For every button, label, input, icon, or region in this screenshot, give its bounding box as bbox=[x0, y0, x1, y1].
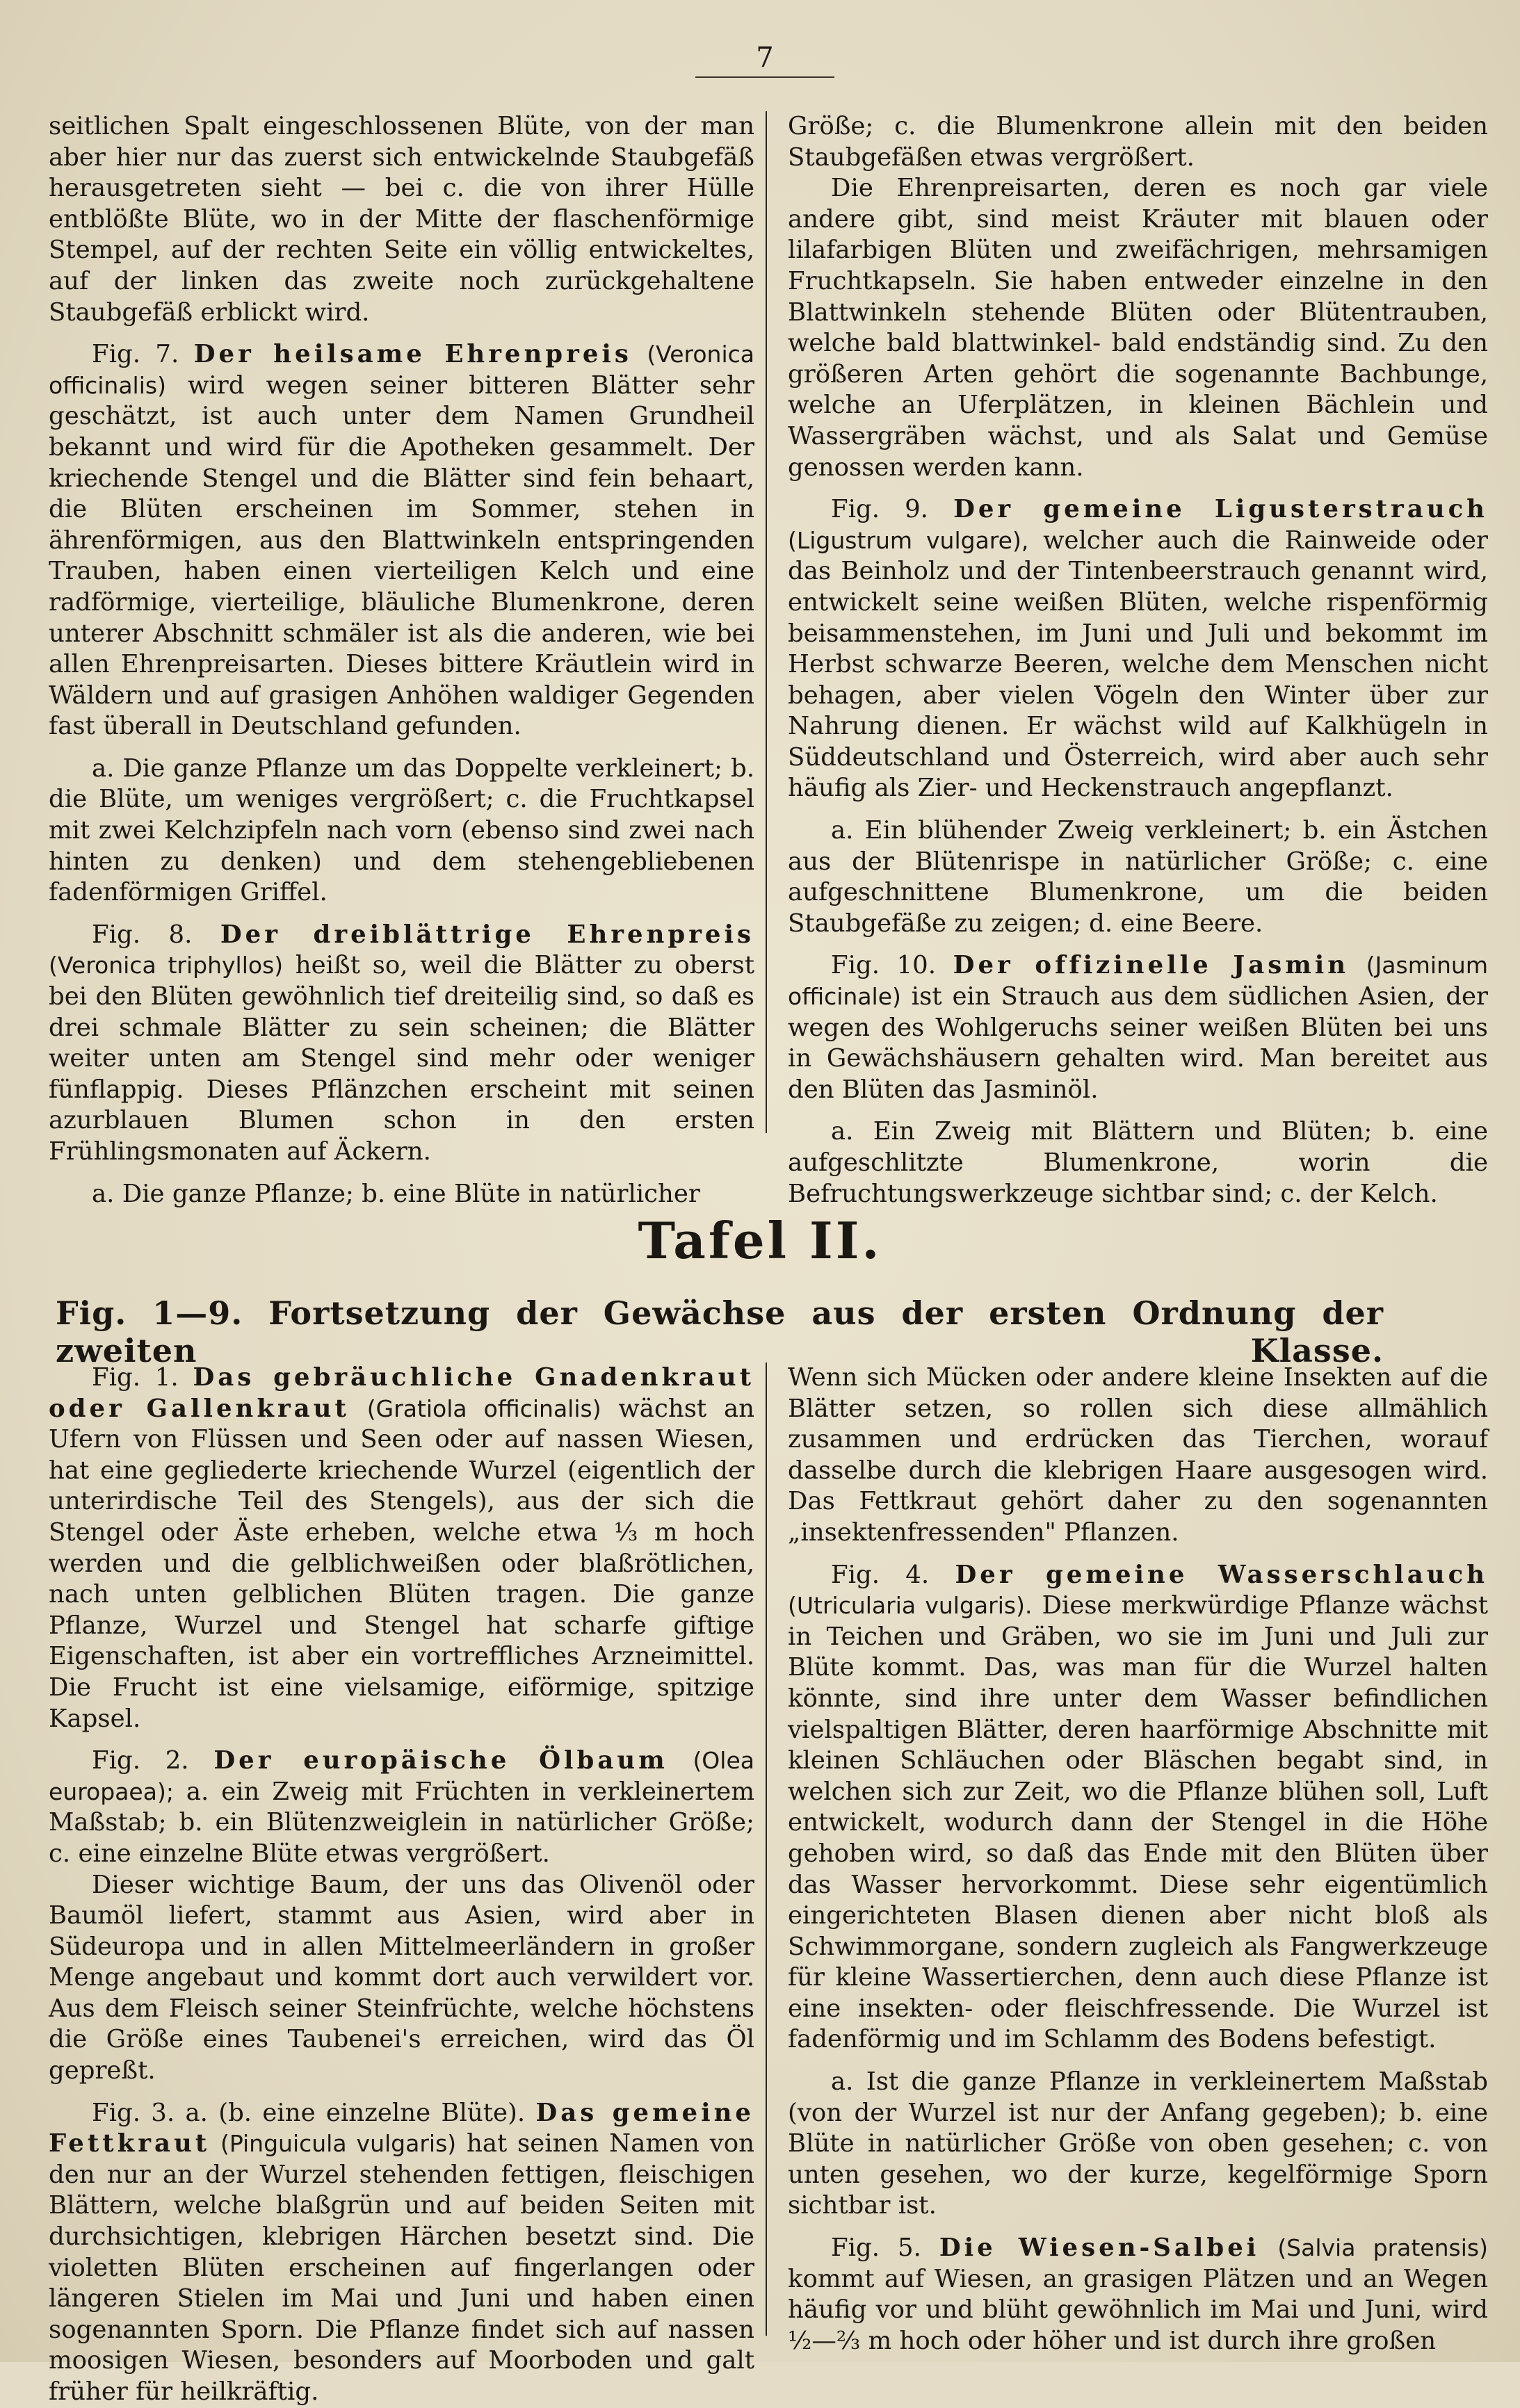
paragraph: Dieser wichtige Baum, der uns das Olivenöl oder Baumöl liefert, stammt aus Asien, wird aber in Südeuropa und in allen Mittelmeerländern in großer Menge angebaut und kommt dort auch verwildert vor. Aus dem Fleisch seiner Steinfrüchte, welche höchstens die Größe eines Taubenei's erreichen, wird das Öl gepreßt. bbox=[49, 1870, 754, 2085]
paragraph: Größe; c. die Blumenkrone allein mit den beiden Staubgefäßen etwas vergrößert. bbox=[788, 112, 1488, 172]
paragraph: Wenn sich Mücken oder andere kleine Insekten auf die Blätter setzen, so rollen sich diese allmählich zusammen und erdrücken das Tierchen, worauf dasselbe durch die klebrigen Haare ausgesogen wird. Das Fettkraut gehört daher zu den sogenannten „insektenfressenden" Pflanzen. bbox=[788, 1363, 1488, 1547]
plate-subtitle: Fig. 1—9. Fortsetzung der Gewächse aus der ersten Ordnung der zweiten Klasse. bbox=[56, 1294, 1384, 1369]
column-divider bbox=[766, 111, 767, 1133]
figure-paragraph: Fig. 10. Der offizinelle Jasmin (Jasminum officinale) ist ein Strauch aus dem südlichen Asien, der wegen des Wohlgeruchs seiner weißen Blüten bei uns in Gewächshäusern gehalten wird. Man bereitet aus den Blüten das Jasminöl. bbox=[788, 951, 1488, 1104]
figure-paragraph: Fig. 1. Das gebräuchliche Gnadenkraut oder Gallenkraut (Gratiola officinalis) wächst an Ufern von Flüssen und Seen oder auf nassen Wiesen, hat eine gegliederte kriechende Wurzel (eigentlich der unterirdische Teil des Stengels), aus der sich die Stengel oder Äste erheben, welche etwa ⅓ m hoch werden und die gelblichweißen oder blaßrötlichen, nach unten gelblichen Blüten tragen. Die ganze Pflanze, Wurzel und Stengel hat scharfe giftige Eigenschaften, ist aber ein vortreffliches Arzneimittel. Die Frucht ist eine vielsamige, eiförmige, spitzige Kapsel. bbox=[49, 1363, 754, 1733]
figure-paragraph: Fig. 7. Der heilsame Ehrenpreis (Veronica officinalis) wird wegen seiner bitteren Blätter sehr geschätzt, ist auch unter dem Namen Grundheil bekannt und wird für die Apotheken gesammelt. Der kriechende Stengel und die Blätter sind fein behaart, die Blüten erscheinen im Sommer, stehen in ährenförmigen, aus den Blattwinkeln entspringenden Trauben, haben einen vierteiligen Kelch und eine radförmige, vierteilige, bläuliche Blumenkrone, deren unterer Abschnitt schmäler ist als die anderen, wie bei allen Ehrenpreisarten. Dieses bittere Kräutlein wird in Wäldern und auf grasigen Anhöhen waldiger Gegenden fast überall in Deutschland gefunden. bbox=[49, 340, 754, 741]
paragraph: seitlichen Spalt eingeschlossenen Blüte, von der man aber hier nur das zuerst sich entwickelnde Staubgefäß herausgetreten sieht — bei c. die von ihrer Hülle entblößte Blüte, wo in der Mitte der flaschenförmige Stempel, auf der rechten Seite ein völlig entwickeltes, auf der linken das zweite noch zurückgehaltene Staubgefäß erblickt wird. bbox=[49, 112, 754, 327]
figure-paragraph: Fig. 4. Der gemeine Wasserschlauch (Utricularia vulgaris). Diese merkwürdige Pflanze wächst in Teichen und Gräben, wo sie im Juni und Juli zur Blüte kommt. Das, was man für die Wurzel halten könnte, sind ihre unter dem Wasser befindlichen vielspaltigen Blätter, deren haarförmige Abschnitte mit kleinen Schläuchen oder Bläschen begabt sind, in welchen sich zur Zeit, wo die Pflanze blühen soll, Luft entwickelt, wodurch dann der Stengel in die Höhe gehoben wird, so daß das Ende mit den Blüten über das Wasser hervorkommt. Diese sehr eigentümlich eingerichteten Blasen dienen aber nicht bloß als Schwimmorgane, sondern zugleich als Fangwerkzeuge für kleine Wassertierchen, denn auch diese Pflanze ist eine insekten- oder fleischfressende. Die Wurzel ist fadenförmig und im Schlamm des Bodens befestigt. bbox=[788, 1560, 1488, 2054]
figure-paragraph: Fig. 5. Die Wiesen-Salbei (Salvia pratensis) kommt auf Wiesen, an grasigen Plätzen und an Wegen häufig vor und blüht gewöhnlich im Mai und Juni, wird ½—⅔ m hoch oder höher und ist durch ihre großen bbox=[788, 2234, 1488, 2355]
header-rule bbox=[695, 76, 834, 78]
top-left-column bbox=[49, 111, 754, 1210]
figure-paragraph: Fig. 3. a. (b. eine einzelne Blüte). Das gemeine Fettkraut (Pinguicula vulgaris) hat seinen Namen von den nur an der Wurzel stehenden fettigen, fleischigen Blättern, welche blaßgrün und auf beiden Seiten mit durchsichtigen, klebrigen Härchen besetzt sind. Die violetten Blüten erscheinen auf fingerlangen oder längeren Stielen im Mai und Juni und haben einen sogenannten Sporn. Die Pflanze findet sich auf nassen moosigen Wiesen, besonders auf Moorboden und galt früher für heilkräftig. bbox=[49, 2098, 755, 2406]
figure-paragraph: Fig. 2. Der europäische Ölbaum (Olea europaea); a. ein Zweig mit Früchten in verkleinertem Maßstab; b. ein Blütenzweiglein in natürlicher Größe; c. eine einzelne Blüte etwas vergrößert. bbox=[49, 1746, 754, 1868]
paragraph: a. Ein Zweig mit Blättern und Blüten; b. eine aufgeschlitzte Blumenkrone, worin die Befruchtungswerkzeuge sichtbar sind; c. der Kelch. bbox=[788, 1117, 1488, 1208]
bottom-left-column bbox=[49, 1362, 754, 2408]
paragraph: a. Ein blühender Zweig verkleinert; b. ein Ästchen aus der Blütenrispe in natürlicher Größe; c. eine aufgeschnittene Blumenkrone, um die beiden Staubgefäße zu zeigen; d. eine Beere. bbox=[788, 816, 1488, 938]
bottom-right-column bbox=[788, 1362, 1488, 2357]
figure-paragraph: Fig. 8. Der dreiblättrige Ehrenpreis (Veronica triphyllos) heißt so, weil die Blätter zu oberst bei den Blüten gewöhnlich tief dreiteilig sind, so daß es drei schmale Blätter zu sein scheinen; die Blätter weiter unten am Stengel sind mehr oder weniger fünflappig. Dieses Pflänzchen erscheint mit seinen azurblauen Blumen schon in den ersten Frühlingsmonaten auf Äckern. bbox=[49, 920, 754, 1166]
column-divider bbox=[766, 1362, 767, 2336]
figure-paragraph: Fig. 9. Der gemeine Ligusterstrauch (Ligustrum vulgare), welcher auch die Rainweide oder das Beinholz und der Tintenbeerstrauch genannt wird, entwickelt seine weißen Blüten, welche rispenförmig beisammenstehen, im Juni und Juli und bekommt im Herbst schwarze Beeren, welche dem Menschen nicht behagen, aber vielen Vögeln den Winter über zur Nahrung dienen. Er wächst wild auf Kalkhügeln in Süddeutschland und Österreich, wird aber auch sehr häufig als Zier- und Heckenstrauch angepflanzt. bbox=[788, 495, 1488, 803]
page-number: 7 bbox=[756, 42, 774, 74]
paragraph: a. Die ganze Pflanze um das Doppelte verkleinert; b. die Blüte, um weniges vergrößert; c. die Fruchtkapsel mit zwei Kelchzipfeln nach vorn (ebenso sind zwei nach hinten zu denken) und dem stehengebliebenen fadenförmigen Griffel. bbox=[49, 754, 754, 907]
paragraph: Die Ehrenpreisarten, deren es noch gar viele andere gibt, sind meist Kräuter mit blauen oder lilafarbigen Blüten und zweifächrigen, mehrsamigen Fruchtkapseln. Sie haben entweder einzelne in den Blattwinkeln stehende Blüten oder Blütentrauben, welche bald blattwinkel- bald endständig sind. Zu den größeren Arten gehört die sogenannte Bachbunge, welche an Uferplätzen, in kleinen Bächlein und Wassergräben wächst, und als Salat und Gemüse genossen werden kann. bbox=[788, 174, 1488, 482]
paragraph: a. Die ganze Pflanze; b. eine Blüte in natürlicher bbox=[92, 1179, 700, 1208]
paragraph: a. Ist die ganze Pflanze in verkleinertem Maßstab (von der Wurzel ist nur der Anfang gegeben); b. eine Blüte in natürlicher Größe von oben gesehen; c. von unten gesehen, wo der kurze, kegelförmige Sporn sichtbar ist. bbox=[788, 2067, 1488, 2220]
plate-title: Tafel II. bbox=[638, 1211, 882, 1270]
top-right-column bbox=[788, 111, 1488, 1210]
